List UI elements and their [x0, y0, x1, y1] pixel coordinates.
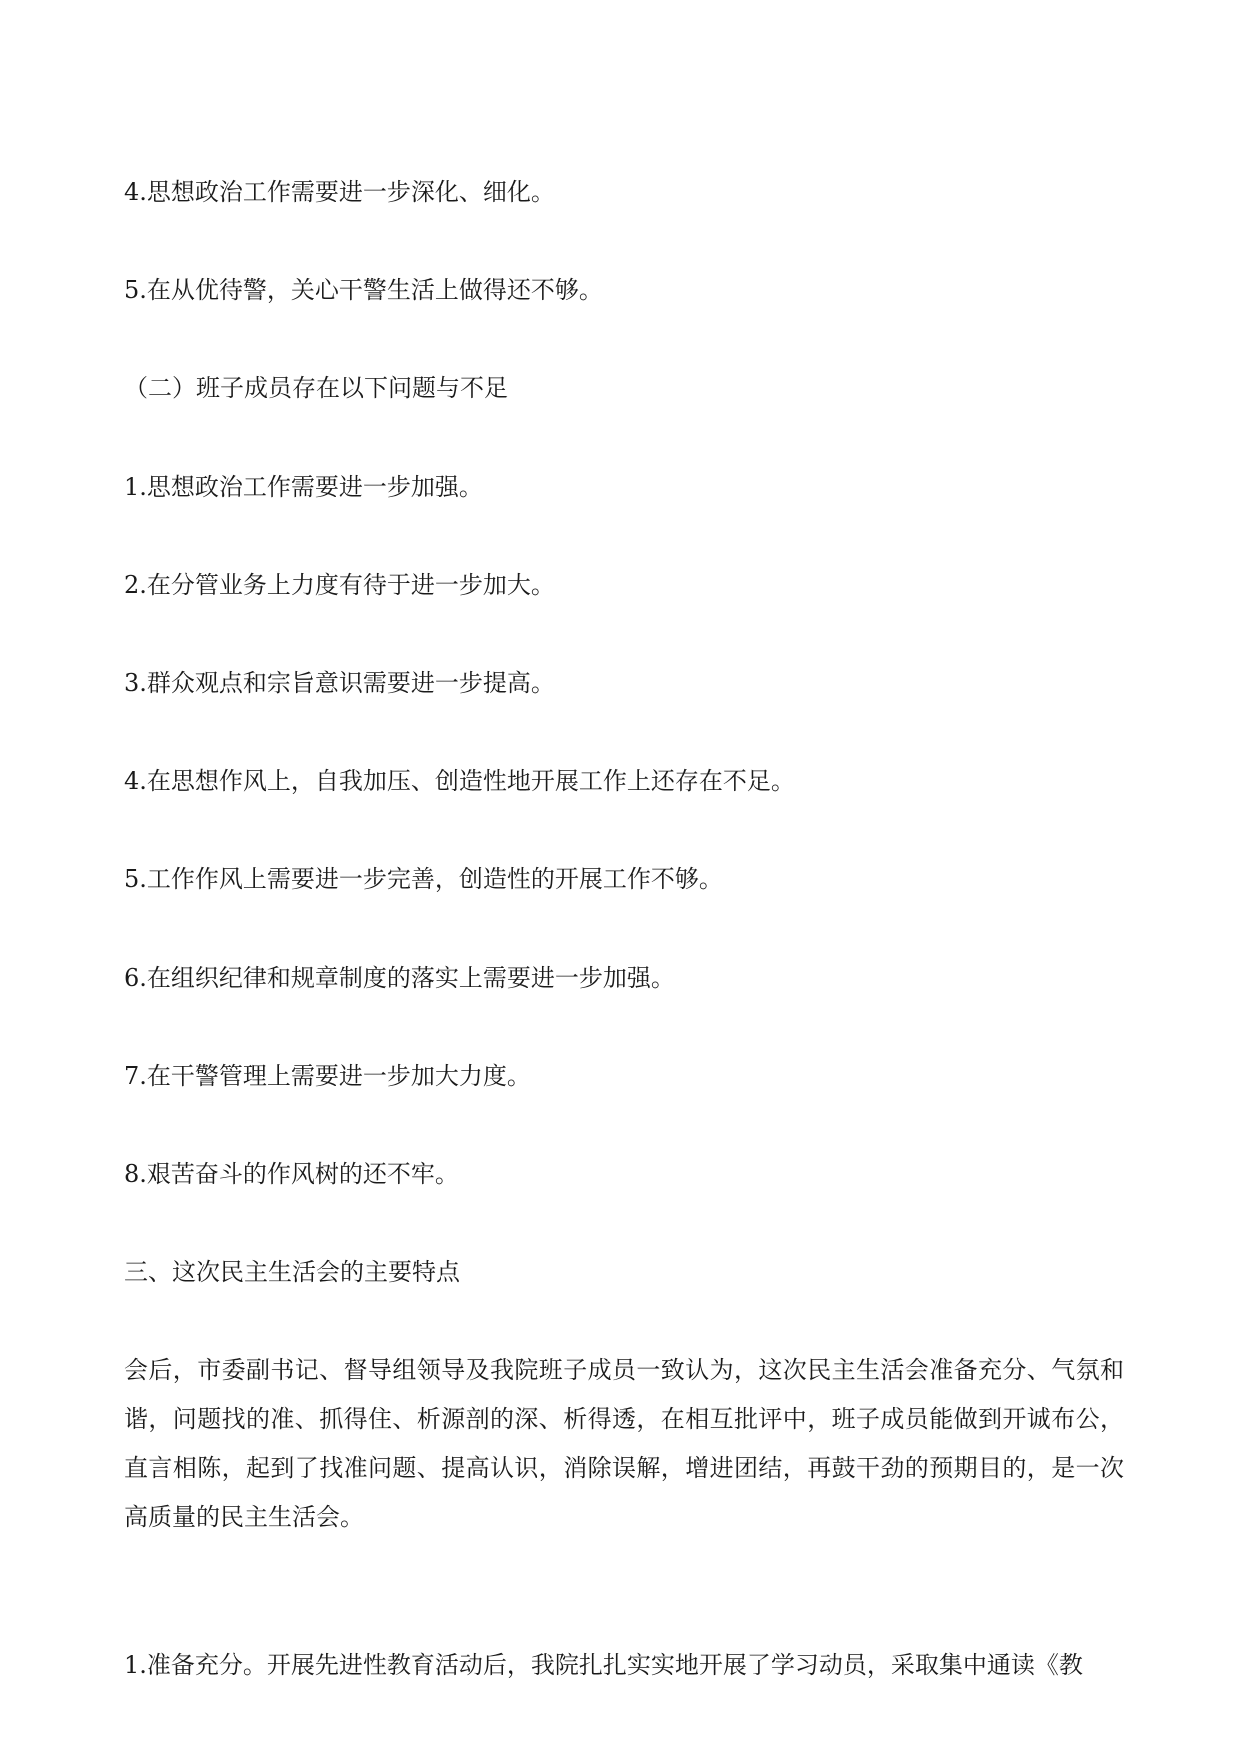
list-item-member-7: 7.在干警管理上需要进一步加大力度。 — [124, 1062, 531, 1090]
list-item-member-3: 3.群众观点和宗旨意识需要进一步提高。 — [124, 669, 555, 697]
list-item-feature-1: 1.准备充分。开展先进性教育活动后，我院扎扎实实地开展了学习动员，采取集中通读《教 — [124, 1651, 1083, 1679]
list-item-member-1: 1.思想政治工作需要进一步加强。 — [124, 473, 483, 501]
list-item-member-4: 4.在思想作风上，自我加压、创造性地开展工作上还存在不足。 — [124, 767, 795, 795]
list-item-member-6: 6.在组织纪律和规章制度的落实上需要进一步加强。 — [124, 964, 675, 992]
list-item-member-5: 5.工作作风上需要进一步完善，创造性的开展工作不够。 — [124, 865, 723, 893]
section-heading-features: 三、这次民主生活会的主要特点 — [124, 1258, 460, 1286]
list-item-member-2: 2.在分管业务上力度有待于进一步加大。 — [124, 571, 555, 599]
section-heading-member-problems: （二）班子成员存在以下问题与不足 — [124, 374, 508, 402]
list-item-member-8: 8.艰苦奋斗的作风树的还不牢。 — [124, 1160, 459, 1188]
paragraph-summary: 会后，市委副书记、督导组领导及我院班子成员一致认为，这次民主生活会准备充分、气氛和谐，问题找的准、抓得住、析源剖的深、析得透，在相互批评中，班子成员能做到开诚布公，直言相陈，起到了找准问题、提高认识，消除误解，增进团结，再鼓干劲的预期目的，是一次高质量的民主生活会。 — [124, 1356, 1124, 1531]
list-item-problem-5: 5.在从优待警，关心干警生活上做得还不够。 — [124, 276, 603, 304]
list-item-problem-4: 4.思想政治工作需要进一步深化、细化。 — [124, 178, 555, 206]
